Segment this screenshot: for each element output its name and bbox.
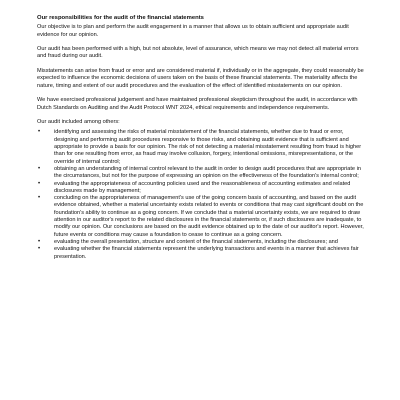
paragraph-misstatements: Misstatements can arise from fraud or error and are considered material if, individually or in the aggregate, they could reasonably be expected to influence the economic decisions of users taken on the basis of these financial statements. The materiality affects the nature, timing and extent of our audit procedures and the evaluation of the effect of identified misstatements on our opinion.	[37, 68, 364, 89]
list-item: • concluding on the appropriateness of management's use of the going concern basis of accounting, and based on the audit evidence obtained, whether a material uncertainty exists related to events or conditions that may cast significant doubt on the foundation's ability to continue as a going concern. If we conclude that a material uncertainty exists, we are required to draw attention in our auditor's report to the related disclosures in the financial statements or, if such disclosures are inadequate, to modify our opinion. Our conclusions are based on the audit evidence obtained up to the date of our auditor's report. However, future events or conditions may cause a foundation to cease to continue as a going concern.	[37, 195, 368, 239]
paragraph-assurance: Our audit has been performed with a high, but not absolute, level of assurance, which means we may not detect all material errors and fraud during our audit.	[37, 46, 359, 60]
paragraph-objective: Our objective is to plan and perform the audit engagement in a manner that allows us to obtain sufficient and appropriate audit evidence for our opinion.	[37, 24, 349, 38]
audit-procedures-list	[37, 129, 368, 260]
list-item: • identifying and assessing the risks of material misstatement of the financial statements, whether due to fraud or error, designing and performing audit procedures responsive to those risks, and obtaining audit evidence that is sufficient and appropriate to provide a basis for our opinion. The risk of not detecting a material misstatement resulting from fraud is higher than for one resulting from error, as fraud may involve collusion, forgery, intentional omissions, misrepresentations, or the override of internal control;	[37, 129, 368, 165]
list-item: • evaluating whether the financial statements represent the underlying transactions and events in a manner that achieves fair presentation.	[37, 246, 368, 261]
section-title: Our responsibilities for the audit of the financial statements	[37, 15, 204, 21]
list-item: • evaluating the overall presentation, structure and content of the financial statements, including the disclosures; and	[37, 239, 368, 246]
paragraph-professional-judgement: We have exercised professional judgement and have maintained professional skepticism throughout the audit, in accordance with Dutch Standards on Auditing and the Audit Protocol WNT 2024, ethical requirements and independence requirements.	[37, 97, 358, 111]
list-item: • obtaining an understanding of internal control relevant to the audit in order to design audit procedures that are appropriate in the circumstances, but not for the purpose of expressing an opinion on the effectiveness of the foundation's internal control;	[37, 166, 368, 181]
paragraph-audit-included: Our audit included among others:	[37, 119, 120, 126]
list-item: • evaluating the appropriateness of accounting policies used and the reasonableness of accounting estimates and related disclosures made by management;	[37, 181, 368, 196]
